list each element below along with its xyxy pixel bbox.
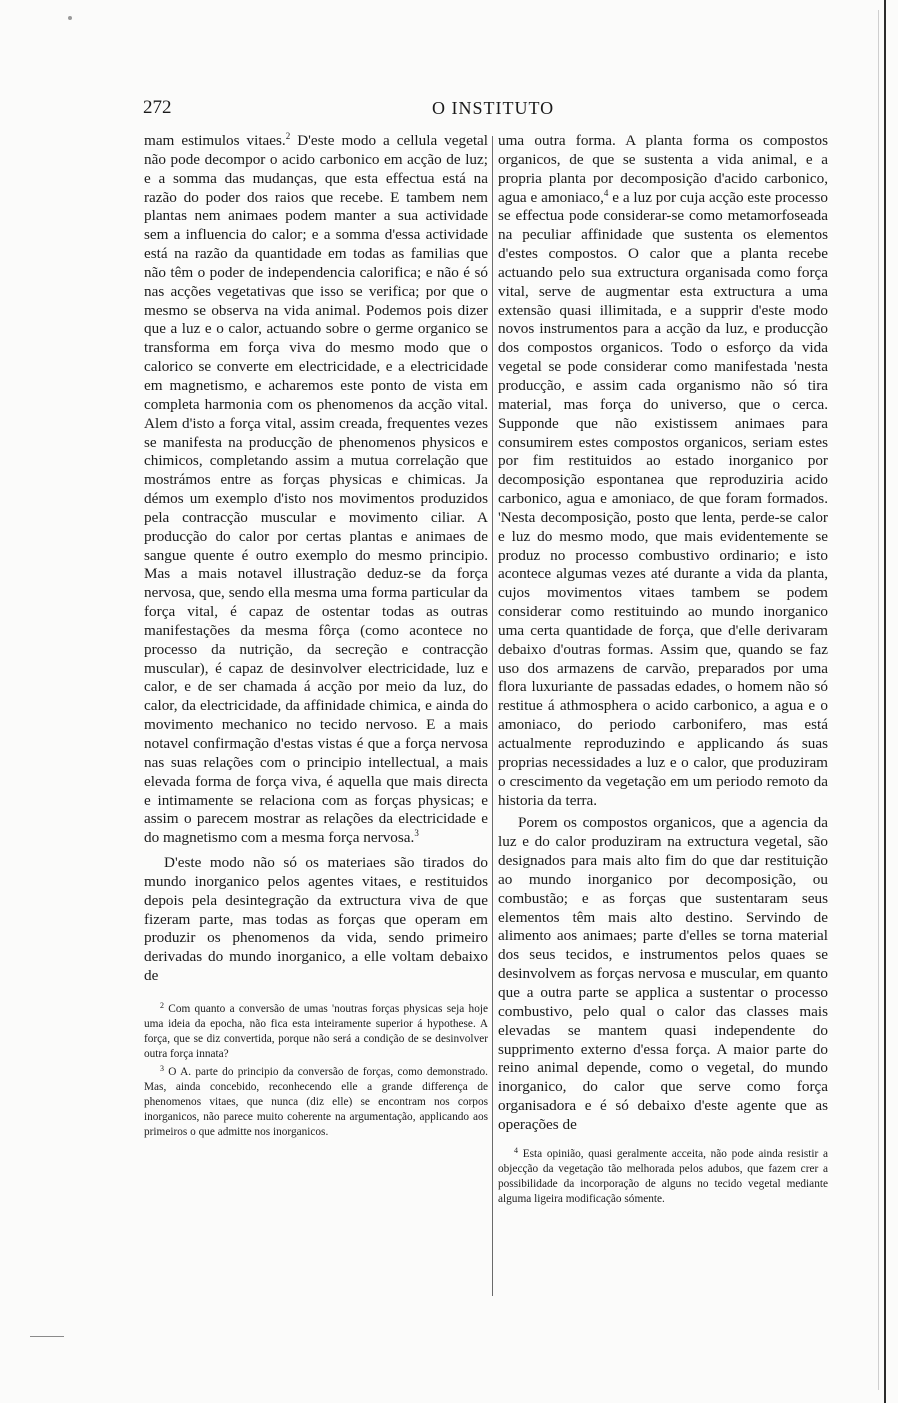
- left-paragraph-2: [144, 854, 488, 986]
- footnote-ref: 3: [414, 828, 419, 839]
- column-divider: [492, 136, 493, 1296]
- text-run: mam estimulos vitaes.: [144, 132, 286, 149]
- scan-edge-shadow: [878, 10, 879, 1390]
- left-footnotes: [144, 1002, 488, 1140]
- right-column: [498, 132, 828, 1207]
- footnote: [144, 1002, 488, 1062]
- footnote: [144, 1065, 488, 1140]
- right-paragraph-1: [498, 132, 828, 810]
- footnote-mark: 4: [514, 1145, 518, 1155]
- footnote-ref: 2: [285, 131, 291, 141]
- footnote: [498, 1147, 828, 1207]
- page-edge: [884, 0, 886, 1403]
- scan-speck: [68, 16, 72, 20]
- footnote-text: Com quanto a conversão de umas 'noutras forças physicas seja hoje uma ideia da epocha, não fica esta inteiramente superior á hypothese. A força, que se diz convertida, porque não será a condição de se desinvolver outra força innata?: [144, 1002, 488, 1060]
- text-run: uma outra forma. A planta forma os compostos organicos, de que se sustenta a vida animal, e a propria planta por decomposição d'acido carbonico, agua e amoniaco,: [498, 132, 828, 206]
- page-number: 272: [143, 97, 172, 118]
- footnote-mark: 2: [160, 1000, 164, 1010]
- footnote-ref: 4: [603, 187, 609, 198]
- left-paragraph-1: [144, 132, 488, 848]
- footnote-text: O A. parte do principio da conversão de forças, como demonstrado. Mas, ainda concebido, reconhecendo elle a grande differença de phenomenos vitaes, que nunca (diz elle) se encontram nos corpos inorganicos, não parece muito coherente na argumentação, applicando aos primeiros o que admitte nos inorganicos.: [144, 1065, 488, 1138]
- running-title: O INSTITUTO: [432, 98, 555, 118]
- text-run: e a luz por cuja acção este processo se effectua pode considerar-se como metamorfoseada na peculiar affinidade que sustenta os elementos d'estes compostos. O calor que a planta recebe actuando pelo sua extructura organisada como força vital, serve de augmentar esta extructura a uma extensão quasi illimitada, e a supprir d'este modo novos instrumentos para a acção da luz, e producção dos compostos organicos. Todo o esforço da vida vegetal se pode considerar como manifestada 'nesta producção, e assim cada organismo não só tira material, mas força do universo, que o cerca. Supponde que não existissem animaes para consumirem estes compostos organicos, seriam estes por fim restituidos ao estado inorganico por decomposição espontanea que reproduziria acido carbonico, agua e amoniaco, de que foram formados. 'Nesta decomposição, posto que lenta, perde-se calor e luz do mesmo modo, que mais evidentemente se produz no processo combustivo ordinario; e isto acontece algumas vezes até durante a vida da planta, cujos movimentos vitaes tambem se podem considerar como restituindo ao mundo inorganico uma certa quantidade de força, que d'elle derivaram debaixo d'outras formas. Assim que, quando se faz uso dos armazens de carvão, preparados por uma flora luxuriante de passadas edades, o homem não só restitue á athmosphera o acido carbonico, a agua e o amoniaco, do periodo carbonifero, mas está actualmente reproduzindo e applicando ás suas proprias necessidades a luz e o calor, que produziram o crescimento da vegetação em um periodo remoto da historia da terra.: [498, 188, 828, 809]
- footnote-text: Esta opinião, quasi geralmente acceita, não pode ainda resistir a objecção da vegetação tão melhorada pelos adubos, que fazem crer a possibilidade da incorporação de alguns no tecido vegetal mediante alguma ligeira modificação sómente.: [498, 1147, 828, 1205]
- right-footnotes: [498, 1147, 828, 1207]
- left-column: [144, 132, 488, 1140]
- text-run: D'este modo não só os materiaes são tirados do mundo inorganico pelos agentes vitaes, e restituidos depois pela desintegração da extructura viva de que fizeram parte, mas todas as forças que operam em produzir os phenomenos da vida, sendo primeiro derivadas do mundo inorganico, a elle voltam debaixo de: [144, 854, 488, 985]
- footnote-mark: 3: [160, 1063, 164, 1073]
- right-paragraph-2: [498, 814, 828, 1134]
- scan-mark: [30, 1336, 64, 1337]
- text-run: Porem os compostos organicos, que a agencia da luz e do calor produziram na extructura vegetal, são designados para mais alto fim do que dar restituição ao mundo inorganico por decomposição, ou combustão; e as forças que sustentaram seus elementos têm mais alto destino. Servindo de alimento aos animaes; parte d'elles se torna material dos seus tecidos, e instrumentos pelos quaes se desinvolvem as forças nervosa e muscular, em quanto que a outra parte se applica a sustentar o processo combustivo, pelo qual o calor das classes mais elevadas se mantem quasi independente do supprimento externo d'essa força. A maior parte do reino animal depende, como o vegetal, do mundo inorganico, do calor que serve como força organisadora e é só debaixo d'este agente que as operações de: [498, 814, 828, 1133]
- text-run: D'este modo a cellula vegetal não pode decompor o acido carbonico em acção de luz; e a somma das mudanças, que esta effectua está na razão do poder dos raios que recebe. E tambem nem plantas nem animaes podem manter a sua actividade sem a influencia do calor; e a somma d'essa actividade está na razão da quantidade em todas as familias que não têm o poder de independencia calorifica; e não é só nas acções vegetativas que isso se verifica; por que o mesmo se observa na vida animal. Podemos pois dizer que a luz e o calor, actuando sobre o germe organico se transforma em força viva do mesmo modo que o calorico se converte em electricidade, e a electricidade em magnetismo, e acharemos este ponto de vista em completa harmonia com os phenomenos da acção vital. Alem d'isto a força vital, assim creada, frequentes vezes se manifesta na producção de phenomenos physicos e chimicos, completando assim a mutua correlação que mostrámos entre as forças physicas e chimicas. Ja démos um exemplo d'isto nos movimentos produzidos pela contracção muscular e movimento ciliar. A producção do calor por certas plantas e animaes de sangue quente é outro exemplo do mesmo principio. Mas a mais notavel illustração deduz-se da força nervosa, que, sendo ella mesma uma forma particular da força vital, é capaz de ostentar todas as outras manifestações da mesma fôrça (como acontece no processo da nutrição, da secreção e contracção muscular), é capaz de desinvolver electricidade, luz e calor, e de ser chamada á acção por meio da luz, do calor, da electricidade, da affinidade chimica, e ainda do movimento mechanico no tecido nervoso. E a mais notavel confirmação d'estas vistas é que a força nervosa nas suas relações com o principio intellectual, a mais elevada forma de força viva, é aquella que mais directa e intimamente se relaciona com as forças physicas; e assim o parecem mostrar as relações da electricidade e do magnetismo com a mesma força nervosa.: [144, 132, 488, 847]
